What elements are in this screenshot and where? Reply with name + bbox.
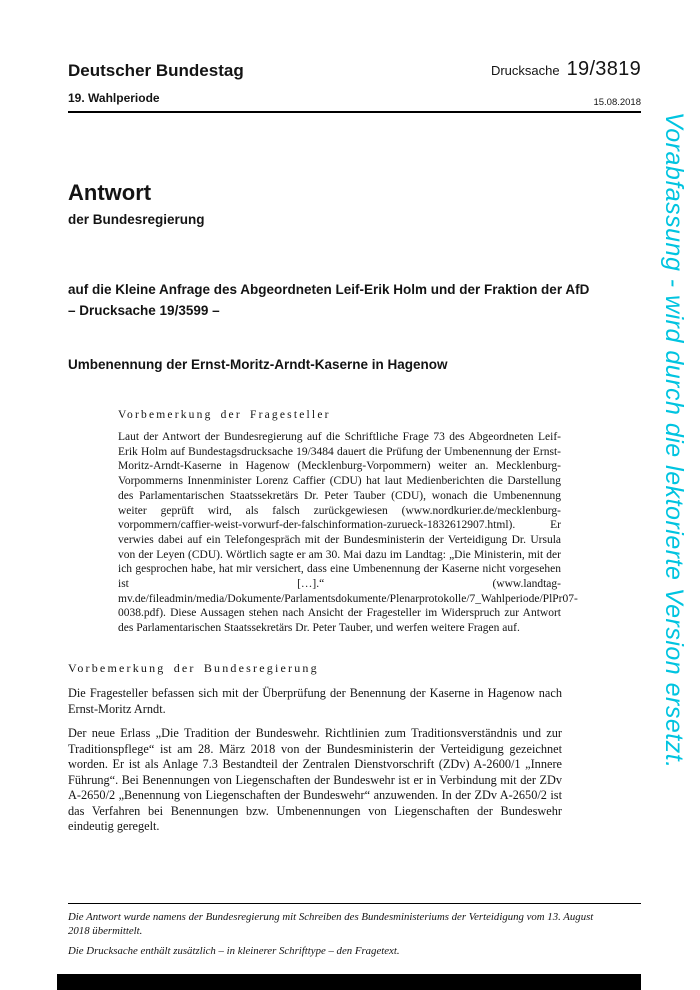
request-line-1: auf die Kleine Anfrage des Abgeordneten Leif-Erik Holm und der Fraktion der AfD <box>68 282 590 297</box>
bottom-bar <box>57 974 641 990</box>
paragraph-fragesteller: Laut der Antwort der Bundesregierung auf die Schriftliche Frage 73 des Abgeordneten Leif-Erik Holm auf Bundestagsdrucksache 19/3484 dauert die Prüfung der Umbenennung der Ernst-Moritz-Arndt-Kaserne in Hagenow (Mecklenburg-Vorpommern) weiter an. Mecklenburg-Vorpommerns Innenminister Lorenz Caffier (CDU) hat laut Medienberichten die Darstellung des Parlamentarischen Staatssekretärs Dr. Peter Tauber (CDU), wonach die Umbenennung weiter geprüft wird, als falsch zurückgewiesen (www.nordkurier.de/mecklenburg-vorpommern/caffier-weist-vorwurf-der-falschinformation-zurueck-1832612907.html). Er verwies dabei auf ein Telefongespräch mit der Bundesministerin der Verteidigung Dr. Ursula von der Leyen (CDU). Wörtlich sagte er am 30. Mai dazu im Landtag: „Die Ministerin, mit der ich gesprochen habe, hat mir versichert, dass eine Umbenennung der Kaserne nicht vorgesehen ist […].“ (www.landtag-mv.de/fileadmin/media/Dokumente/Parlamentsdokumente/Plenarprotokolle/7_Wahlperiode/PlPr07-0038.pdf). Diese Aussagen stehen nach Ansicht der Fragesteller im Widerspruch zur Antwort des Parlamentarischen Staatssekretärs Dr. Peter Tauber, und werfen weitere Fragen auf. <box>118 431 578 635</box>
legislative-period: 19. Wahlperiode <box>68 91 160 105</box>
section-heading-fragesteller: Vorbemerkung der Fragesteller <box>118 409 331 421</box>
section-body-bundesregierung <box>68 686 562 835</box>
section-heading-bundesregierung: Vorbemerkung der Bundesregierung <box>68 661 319 675</box>
section-body-fragesteller <box>118 430 578 636</box>
paragraph-bundesregierung-1: Die Fragesteller befassen sich mit der Überprüfung der Benennung der Kaserne in Hagenow nach Ernst-Moritz Arndt. <box>68 686 562 716</box>
doc-topic: Umbenennung der Ernst-Moritz-Arndt-Kaserne in Hagenow <box>68 357 448 372</box>
watermark-vorabfassung: Vorabfassung - wird durch die lektorierte Version ersetzt. <box>660 112 688 769</box>
footer-note-1: Die Antwort wurde namens der Bundesregierung mit Schreiben des Bundesministeriums der Verteidigung vom 13. August 2018 übermittelt. <box>68 911 594 937</box>
paragraph-bundesregierung-2: Der neue Erlass „Die Tradition der Bundeswehr. Richtlinien zum Traditionsverständnis und zur Traditionspflege“ ist am 28. März 2018 von der Bundesministerin der Verteidigung gezeichnet worden. Er ist als Anlage 7.3 Bestandteil der Zentralen Dienstvorschrift (ZDv) A-2600/1 „Innere Führung“. Bei Benennungen von Liegenschaften der Bundeswehr ist er in Verbindung mit der ZDv A-2650/2 „Benennung von Liegenschaften der Bundeswehr“ anzuwenden. In der ZDv A-2650/2 ist das Verfahren bei Benennungen bzw. Umbenennungen von Liegenschaften der Bundeswehr eindeutig geregelt. <box>68 726 562 833</box>
doc-title: Antwort <box>68 180 152 205</box>
request-line-2: – Drucksache 19/3599 – <box>68 303 220 318</box>
request-reference <box>68 279 608 321</box>
footer-note-2: Die Drucksache enthält zusätzlich – in kleinerer Schrifttype – den Fragetext. <box>68 945 400 957</box>
document-reference <box>491 58 641 81</box>
header-divider <box>68 111 641 113</box>
doc-type-label: Drucksache <box>490 63 560 78</box>
footer-divider <box>68 903 641 904</box>
publisher-title: Deutscher Bundestag <box>68 61 244 80</box>
doc-date: 15.08.2018 <box>593 97 641 108</box>
doc-subtitle: der Bundesregierung <box>68 212 205 227</box>
doc-number: 19/3819 <box>566 58 641 80</box>
footer-notes <box>68 910 613 958</box>
